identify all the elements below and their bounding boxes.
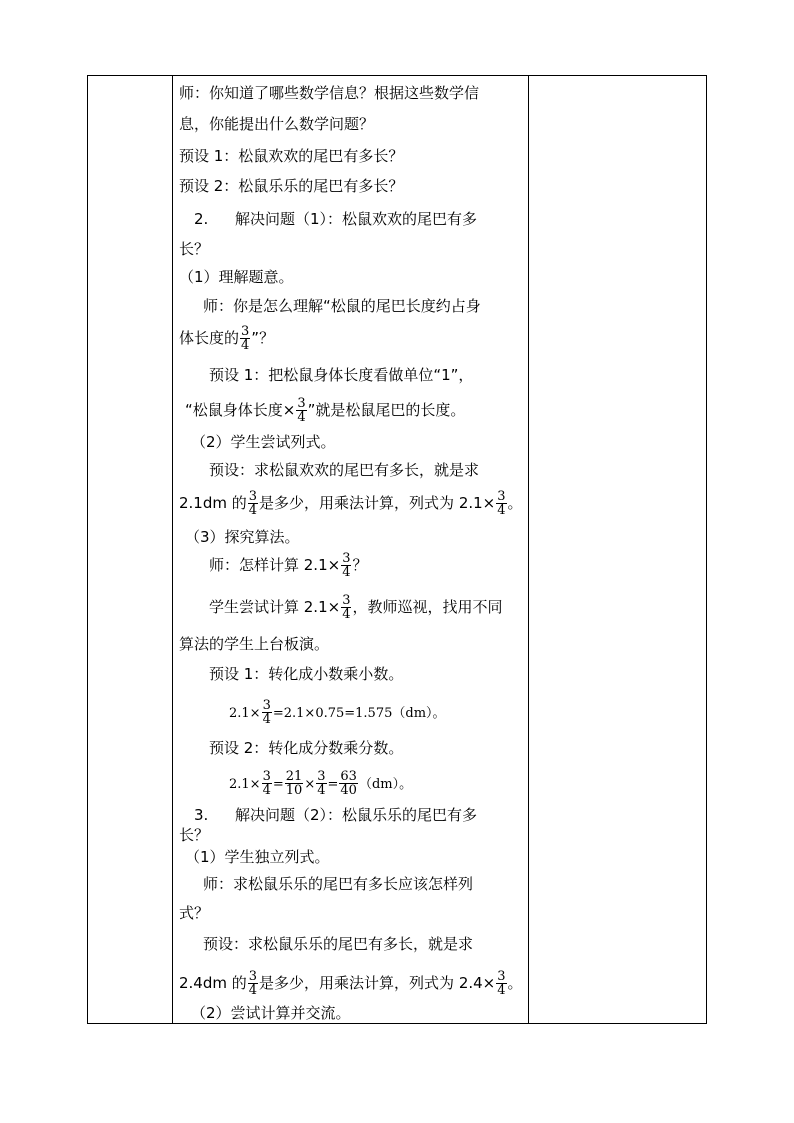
text-segment: ，教师巡视，找用不同 xyxy=(352,598,503,616)
text-line: （3）探究算法。 xyxy=(185,528,300,546)
denominator: 4 xyxy=(262,712,271,727)
text-segment: 是多少，用乘法计算，列式为 2.4× xyxy=(259,974,496,992)
text-line-with-fraction xyxy=(209,594,503,621)
text-segment: =2.1×0.75=1.575（dm）。 xyxy=(272,706,446,721)
denominator: 4 xyxy=(262,783,271,798)
text-line-with-fraction xyxy=(185,397,465,424)
denominator: 4 xyxy=(248,503,258,518)
denominator: 4 xyxy=(248,983,258,998)
denominator: 10 xyxy=(285,783,303,798)
numerator: 3 xyxy=(241,324,250,339)
denominator: 4 xyxy=(497,983,506,998)
denominator: 4 xyxy=(497,503,506,518)
text-line-with-fraction xyxy=(179,970,523,997)
column-divider-2 xyxy=(528,76,529,1023)
numerator: 3 xyxy=(342,593,351,608)
text-segment: = xyxy=(327,777,339,792)
text-segment: × xyxy=(304,777,316,792)
equation-line xyxy=(229,770,412,797)
text-line: （2）学生尝试列式。 xyxy=(191,433,336,451)
numerator: 3 xyxy=(262,769,271,784)
text-segment: 学生尝试计算 2.1× xyxy=(209,598,341,616)
text-line: 式？ xyxy=(179,904,210,922)
fraction-three-quarters xyxy=(248,970,258,997)
text-segment: ？ xyxy=(352,556,368,574)
denominator: 4 xyxy=(241,338,250,353)
numerator: 21 xyxy=(285,769,303,784)
text-segment: ”就是松鼠尾巴的长度。 xyxy=(307,401,466,419)
fraction-twentyone-tenths xyxy=(285,770,304,797)
numerator: 63 xyxy=(340,769,357,784)
fraction-three-quarters xyxy=(496,970,506,997)
list-number: 3. xyxy=(194,806,209,824)
fraction-three-quarters xyxy=(341,552,351,579)
numerator: 3 xyxy=(248,969,258,984)
numerator: 3 xyxy=(497,969,506,984)
text-line: 预设 1：松鼠欢欢的尾巴有多长？ xyxy=(179,147,404,165)
denominator: 40 xyxy=(340,783,357,798)
text-line-with-fraction xyxy=(209,552,368,579)
text-line: 算法的学生上台板演。 xyxy=(179,635,330,653)
text-line: （2）尝试计算并交流。 xyxy=(191,1004,351,1022)
numerator: 3 xyxy=(297,396,306,411)
text-line: 师：你是怎么理解“松鼠的尾巴长度约占身 xyxy=(203,297,481,315)
fraction-three-quarters xyxy=(296,397,306,424)
equation-line xyxy=(229,699,446,726)
text-segment: 是多少，用乘法计算，列式为 2.1× xyxy=(259,494,496,512)
text-line: 长？ xyxy=(179,240,210,258)
fraction-three-quarters xyxy=(262,770,272,797)
text-segment: 2.4dm 的 xyxy=(179,974,247,992)
fraction-three-quarters xyxy=(248,490,258,517)
text-line: （1）学生独立列式。 xyxy=(185,848,330,866)
text-segment: 。 xyxy=(507,494,523,512)
text-segment: 2.1× xyxy=(229,777,261,792)
text-line: 师：求松鼠乐乐的尾巴有多长应该怎样列 xyxy=(203,875,474,893)
text-segment: （dm）。 xyxy=(358,777,413,792)
text-line-with-fraction xyxy=(179,490,523,517)
text-segment: “松鼠身体长度× xyxy=(185,401,296,419)
numerator: 3 xyxy=(262,698,271,713)
denominator: 4 xyxy=(297,410,306,425)
text-segment: 。 xyxy=(507,974,523,992)
fraction-three-quarters xyxy=(341,594,351,621)
text-line: 预设 1：转化成小数乘小数。 xyxy=(209,665,404,683)
text-segment: 体长度的 xyxy=(179,329,240,347)
numerator: 3 xyxy=(342,551,351,566)
text-line: 预设：求松鼠乐乐的尾巴有多长，就是求 xyxy=(203,935,474,953)
text-line: 预设 1：把松鼠身体长度看做单位“1”， xyxy=(209,366,474,384)
denominator: 4 xyxy=(317,783,326,798)
text-line: 预设：求松鼠欢欢的尾巴有多长，就是求 xyxy=(209,461,480,479)
text-segment: ”？ xyxy=(251,329,275,347)
fraction-three-quarters xyxy=(496,490,506,517)
text-line: 预设 2：转化成分数乘分数。 xyxy=(209,739,404,757)
numerator: 3 xyxy=(248,489,258,504)
section-heading: 解决问题（2）：松鼠乐乐的尾巴有多 xyxy=(235,806,478,824)
fraction-three-quarters xyxy=(240,325,250,352)
text-line: 息，你能提出什么数学问题？ xyxy=(179,115,375,133)
text-line: （1）理解题意。 xyxy=(179,268,294,286)
text-segment: 2.1× xyxy=(229,706,261,721)
section-heading: 解决问题（1）：松鼠欢欢的尾巴有多 xyxy=(235,210,478,228)
numerator: 3 xyxy=(317,769,326,784)
denominator: 4 xyxy=(342,565,351,580)
fraction-three-quarters xyxy=(262,699,272,726)
text-line: 长？ xyxy=(179,826,210,844)
list-number: 2. xyxy=(194,210,209,228)
denominator: 4 xyxy=(342,607,351,622)
text-segment: 2.1dm 的 xyxy=(179,494,247,512)
text-segment: = xyxy=(272,777,284,792)
text-line: 预设 2：松鼠乐乐的尾巴有多长？ xyxy=(179,177,404,195)
column-divider-1 xyxy=(172,76,173,1023)
text-line-with-fraction xyxy=(179,325,274,352)
fraction-three-quarters xyxy=(316,770,326,797)
fraction-sixtythree-fortieths xyxy=(339,770,358,797)
numerator: 3 xyxy=(497,489,506,504)
text-segment: 师：怎样计算 2.1× xyxy=(209,556,341,574)
text-line: 师：你知道了哪些数学信息？根据这些数学信 xyxy=(179,84,480,102)
